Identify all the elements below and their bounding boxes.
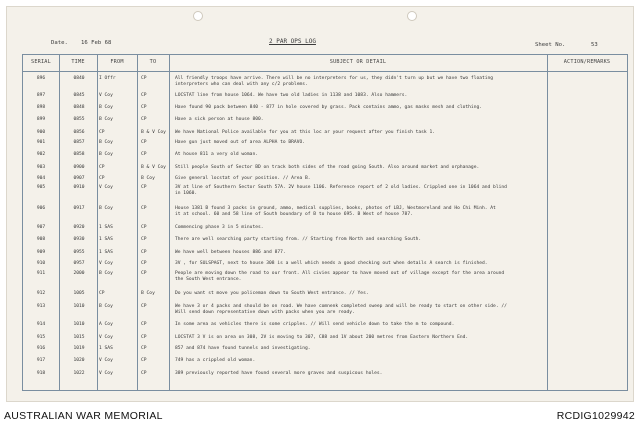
serial-number: 917 bbox=[36, 358, 46, 363]
serial-number: 906 bbox=[36, 206, 46, 211]
entry-time: 0848 bbox=[73, 105, 85, 110]
serial-number: 902 bbox=[36, 152, 46, 157]
entry-time: 0856 bbox=[73, 130, 85, 135]
entry-detail bbox=[175, 117, 545, 123]
entry-detail-line: People are moving down the road to our front. All civies appear to have moved out of village except for the area around bbox=[175, 271, 505, 276]
entry-time: 0920 bbox=[73, 225, 85, 230]
serial-number: 911 bbox=[36, 271, 46, 276]
serial-number: 899 bbox=[36, 117, 46, 122]
entry-to: CP bbox=[141, 322, 147, 327]
header-time: TIME bbox=[71, 59, 85, 65]
entry-time: 0857 bbox=[73, 140, 85, 145]
entry-from: B Coy bbox=[99, 105, 113, 110]
entry-detail-line: 749 has a crippled old woman. bbox=[175, 358, 256, 363]
entry-detail-line: 3V at line of Southern Sector South 57A. 2V house 1106. Reference report of 2 old ladies. Crippled one in 1064 and blind bbox=[175, 185, 507, 190]
entry-to: CP bbox=[141, 152, 147, 157]
entry-detail-line: We have National Police available for you at this loc ar your request after you finish task 1. bbox=[175, 130, 435, 135]
log-entry-row bbox=[23, 322, 627, 335]
entry-detail-line: interpreters who can deal with any c/2 problems. bbox=[175, 82, 308, 87]
entry-detail bbox=[175, 346, 545, 352]
entry-time: 0900 bbox=[73, 165, 85, 170]
entry-from: V Coy bbox=[99, 261, 113, 266]
serial-number: 908 bbox=[36, 237, 46, 242]
entry-detail bbox=[175, 176, 545, 182]
entry-from: CP bbox=[99, 130, 105, 135]
entry-from: V Coy bbox=[99, 185, 113, 190]
serial-number: 901 bbox=[36, 140, 46, 145]
entry-detail-line: 3V , for SULSPAGT, next to house 308 is a well which needs a good checking out when details A search is finished. bbox=[175, 261, 488, 266]
entry-from: 1 SAS bbox=[99, 225, 113, 230]
entry-detail-line: Still people South of Sector BD on track both sides of the road going South. Also around market and orphanage. bbox=[175, 165, 480, 170]
entry-from: B Coy bbox=[99, 140, 113, 145]
entry-to: CP bbox=[141, 206, 147, 211]
entry-time: 1022 bbox=[73, 371, 85, 376]
entry-to: CP bbox=[141, 271, 147, 276]
serial-number: 914 bbox=[36, 322, 46, 327]
entry-to: CP bbox=[141, 335, 147, 340]
entry-detail-line: Commencing phase 3 in 5 minutes. bbox=[175, 225, 264, 230]
entry-to: CP bbox=[141, 105, 147, 110]
entry-to: B & V Coy bbox=[141, 130, 166, 135]
entry-detail-line: All friendly troops have arrive. There will be no interpreters for us, they didn't turn up but we have two floating bbox=[175, 76, 494, 81]
log-entry-row bbox=[23, 206, 627, 219]
header-from: FROM bbox=[110, 59, 124, 65]
serial-number: 915 bbox=[36, 335, 46, 340]
entry-detail bbox=[175, 271, 545, 283]
entry-from: CP bbox=[99, 176, 105, 181]
entry-to: B & V Coy bbox=[141, 165, 166, 170]
header-action: ACTION/REMARKS bbox=[563, 59, 611, 65]
log-entry-row bbox=[23, 271, 627, 284]
serial-number: 900 bbox=[36, 130, 46, 135]
entry-to: CP bbox=[141, 346, 147, 351]
log-table bbox=[22, 54, 628, 391]
entry-detail bbox=[175, 304, 545, 316]
entry-detail-line: the South West entrance. bbox=[175, 277, 242, 282]
record-reference: RCDIG1029942 bbox=[556, 410, 635, 422]
date-label: Date. bbox=[51, 40, 68, 46]
entry-detail-line: Give general locstat of your position. // Area B. bbox=[175, 176, 311, 181]
entry-detail bbox=[175, 322, 545, 328]
log-entry-row bbox=[23, 152, 627, 165]
punch-hole bbox=[407, 11, 417, 21]
log-entry-row bbox=[23, 358, 627, 371]
entry-detail bbox=[175, 152, 545, 158]
entry-to: CP bbox=[141, 371, 147, 376]
entry-detail-line: House 1381 B found 3 packs in ground, ammo, medical supplies, books, photos of LBJ, Westmoreland and Ho Chi Minh. At bbox=[175, 206, 496, 211]
entry-detail bbox=[175, 335, 545, 341]
serial-number: 904 bbox=[36, 176, 46, 181]
serial-number: 905 bbox=[36, 185, 46, 190]
serial-number: 918 bbox=[36, 371, 46, 376]
entry-detail-line: 857 and 874 have found tunnels and investigating. bbox=[175, 346, 311, 351]
serial-number: 912 bbox=[36, 291, 46, 296]
entry-time: 0955 bbox=[73, 250, 85, 255]
entry-time: 1019 bbox=[73, 346, 85, 351]
entry-detail-line: Will send down representative down with packs when you are ready. bbox=[175, 310, 355, 315]
entry-time: 0845 bbox=[73, 93, 85, 98]
entry-from: B Coy bbox=[99, 206, 113, 211]
entry-time: 0840 bbox=[73, 76, 85, 81]
log-entry-row bbox=[23, 117, 627, 130]
entry-from: B Coy bbox=[99, 117, 113, 122]
entry-from: V Coy bbox=[99, 93, 113, 98]
entry-detail bbox=[175, 261, 545, 267]
log-entry-row bbox=[23, 291, 627, 304]
entry-time: 1015 bbox=[73, 335, 85, 340]
entry-from: 1 SAS bbox=[99, 250, 113, 255]
punch-hole bbox=[193, 11, 203, 21]
entry-detail bbox=[175, 105, 545, 111]
serial-number: 910 bbox=[36, 261, 46, 266]
entry-to: CP bbox=[141, 93, 147, 98]
entry-time: 1010 bbox=[73, 304, 85, 309]
entry-detail bbox=[175, 291, 545, 297]
log-entry-row bbox=[23, 304, 627, 317]
entry-from: 1 SAS bbox=[99, 237, 113, 242]
entry-to: CP bbox=[141, 304, 147, 309]
log-title: 2 PAR OPS LOG bbox=[269, 38, 316, 45]
entry-time: 0858 bbox=[73, 152, 85, 157]
serial-number: 916 bbox=[36, 346, 46, 351]
entry-detail-line: We have well between houses 886 and 877. bbox=[175, 250, 286, 255]
entry-from: CP bbox=[99, 291, 105, 296]
entry-detail bbox=[175, 237, 545, 243]
entry-time: 1020 bbox=[73, 358, 85, 363]
serial-number: 898 bbox=[36, 105, 46, 110]
entry-detail-line: Have found 90 pack between 840 - 877 in hole covered by grass. Pack contains ammo, gas masks mesh and clothing. bbox=[175, 105, 482, 110]
entry-to: B Coy bbox=[141, 291, 155, 296]
entry-detail-line: it at school. 60 and 58 line of South boundary of B to house 695. B West of house 787. bbox=[175, 212, 413, 217]
entry-detail bbox=[175, 225, 545, 231]
entry-to: CP bbox=[141, 140, 147, 145]
entry-detail-line: There are well searching party starting from. // Starting from North and searching South. bbox=[175, 237, 422, 242]
entry-from: V Coy bbox=[99, 335, 113, 340]
entry-to: CP bbox=[141, 237, 147, 242]
serial-number: 896 bbox=[36, 76, 46, 81]
entry-from: B Coy bbox=[99, 271, 113, 276]
entry-to: B Coy bbox=[141, 176, 155, 181]
log-entry-row bbox=[23, 371, 627, 384]
entry-time: 0907 bbox=[73, 176, 85, 181]
entry-from: A Coy bbox=[99, 322, 113, 327]
log-sheet bbox=[6, 6, 634, 402]
entry-detail bbox=[175, 93, 545, 99]
entry-detail-line: 389 previously reported have found several more graves and suspicous holes. bbox=[175, 371, 383, 376]
entry-detail-line: In some area as vehicles there is some cripples. // Will send vehicle down to take the m to compound. bbox=[175, 322, 455, 327]
log-entry-row bbox=[23, 76, 627, 89]
serial-number: 909 bbox=[36, 250, 46, 255]
entry-time: 1005 bbox=[73, 291, 85, 296]
header-serial: SERIAL bbox=[31, 59, 51, 65]
date-value: 16 Feb 68 bbox=[81, 40, 112, 46]
entry-detail-line: Do you want st move you policeman down to South West entrance. // Yes. bbox=[175, 291, 369, 296]
entry-detail bbox=[175, 130, 545, 136]
entry-detail-line: in 1060. bbox=[175, 191, 198, 196]
entry-time: 2000 bbox=[73, 271, 85, 276]
entry-to: CP bbox=[141, 185, 147, 190]
entry-time: 0917 bbox=[73, 206, 85, 211]
entry-detail-line: LOCSTAT line from house 1064. We have two old ladies in 1138 and 1083. Also hammers. bbox=[175, 93, 408, 98]
entry-detail bbox=[175, 206, 545, 218]
entry-to: CP bbox=[141, 358, 147, 363]
entry-detail bbox=[175, 76, 545, 88]
entry-time: 0855 bbox=[73, 117, 85, 122]
entry-from: V Coy bbox=[99, 358, 113, 363]
entry-detail-line: We have 3 or 4 packs and should be on road. We have comnenk completed sweep and will be ready to start on other side. // bbox=[175, 304, 507, 309]
sheet-number-value: 53 bbox=[591, 42, 598, 48]
serial-number: 907 bbox=[36, 225, 46, 230]
entry-detail-line: LOCSTAT 3 V is on area on 308, 2V is moving to 307, C88 and 1V about 200 metres from Eastern Northern End. bbox=[175, 335, 469, 340]
entry-from: CP bbox=[99, 165, 105, 170]
entry-time: 1010 bbox=[73, 322, 85, 327]
entry-detail bbox=[175, 250, 545, 256]
serial-number: 913 bbox=[36, 304, 46, 309]
header-subject: SUBJECT OR DETAIL bbox=[329, 59, 387, 65]
header-to: TO bbox=[149, 59, 157, 65]
entry-time: 0930 bbox=[73, 237, 85, 242]
entry-to: CP bbox=[141, 225, 147, 230]
entry-from: B Coy bbox=[99, 152, 113, 157]
entry-detail bbox=[175, 165, 545, 171]
entry-detail-line: At house 811 a very old woman. bbox=[175, 152, 258, 157]
entry-detail bbox=[175, 371, 545, 377]
serial-number: 897 bbox=[36, 93, 46, 98]
entry-from: B Coy bbox=[99, 304, 113, 309]
entry-to: CP bbox=[141, 250, 147, 255]
entry-to: CP bbox=[141, 117, 147, 122]
entry-detail-line: Have a sick person at house 800. bbox=[175, 117, 264, 122]
sheet-number-label: Sheet No. bbox=[535, 42, 566, 48]
entry-detail-line: Have gun just moved out of area ALPHA to BRAVO. bbox=[175, 140, 305, 145]
entry-from: 1 SAS bbox=[99, 346, 113, 351]
institution-credit: AUSTRALIAN WAR MEMORIAL bbox=[4, 410, 163, 422]
entry-detail bbox=[175, 185, 545, 197]
entry-to: CP bbox=[141, 261, 147, 266]
serial-number: 903 bbox=[36, 165, 46, 170]
entry-from: V Coy bbox=[99, 371, 113, 376]
entry-time: 0910 bbox=[73, 185, 85, 190]
entry-to: CP bbox=[141, 76, 147, 81]
log-entry-row bbox=[23, 237, 627, 250]
entry-detail bbox=[175, 140, 545, 146]
table-header bbox=[23, 55, 627, 72]
entry-from: I Offr bbox=[99, 76, 116, 81]
entry-time: 0957 bbox=[73, 261, 85, 266]
entry-detail bbox=[175, 358, 545, 364]
log-entry-row bbox=[23, 185, 627, 198]
